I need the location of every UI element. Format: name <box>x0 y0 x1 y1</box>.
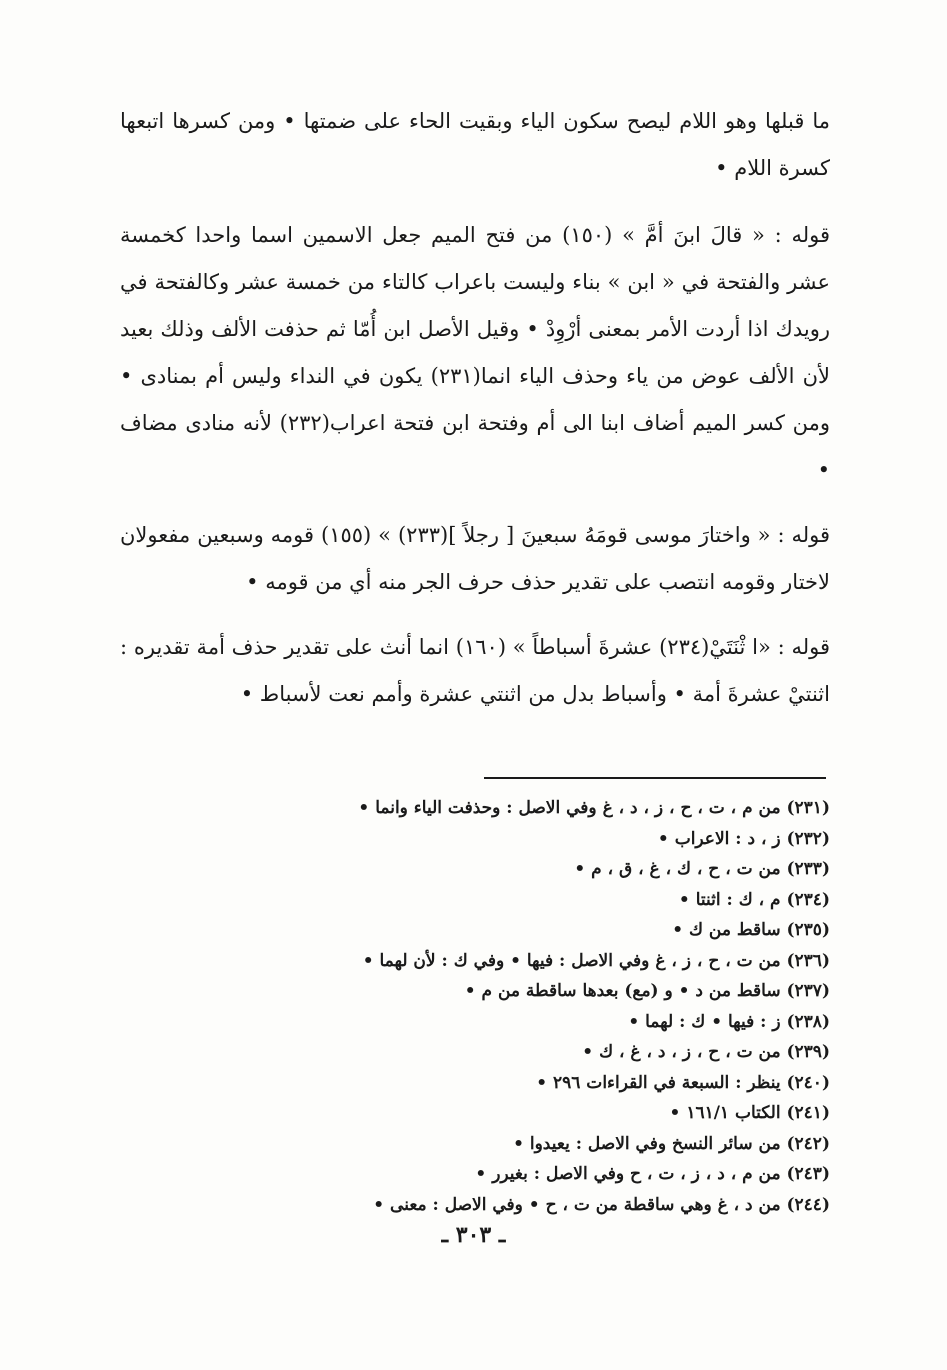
paragraph-4: قوله : «ا ثْنَتَيْ(٢٣٤) عشرةَ أسباطاً » (١٦٠) انما أنث على تقدير حذف أمة تقديره : اثنتيْ عشرةَ أمة • وأسباط بدل من اثنتي عشرة وأمم نعت لأسباط • <box>120 635 830 706</box>
footnote-241: (٢٤١) الكتاب ١٦١/١ • <box>669 1103 830 1123</box>
footnote-243: (٢٤٣) من م ، د ، ز ، ت ، ح وفي الاصل : بغيرر • <box>475 1164 830 1184</box>
footnote-238: (٢٣٨) ز : فيها • ك : لهما • <box>628 1011 830 1032</box>
main-text <box>120 98 830 736</box>
footnote-234: (٢٣٤) م ، ك : اثنتا • <box>678 889 830 910</box>
footnote-237: (٢٣٧) ساقط من د • و (مع) بعدها ساقطة من م • <box>464 981 830 1001</box>
footnote-244: (٢٤٤) من د ، غ وهي ساقطة من ت ، ح • وفي الاصل : معنى • <box>373 1194 830 1215</box>
footnote-235: (٢٣٥) ساقط من ك • <box>672 920 830 940</box>
footnote-232: (٢٣٢) ز ، د : الاعراب • <box>657 828 830 849</box>
page-number: ـ ٣٠٣ ـ <box>441 1222 506 1248</box>
footnote-233: (٢٣٣) من ت ، ح ، ك ، غ ، ق ، م • <box>574 859 830 879</box>
footnote-separator <box>484 777 826 779</box>
footnote-236: (٢٣٦) من ت ، ح ، ز ، غ وفي الاصل : فيها • وفي ك : لأن لهما • <box>362 950 830 971</box>
footnote-240: (٢٤٠) ينظر : السبعة في القراءات ٢٩٦ • <box>536 1072 830 1093</box>
paragraph-1: ما قبلها وهو اللام ليصح سكون الياء وبقيت الحاء على ضمتها • ومن كسرها اتبعها كسرة اللام • <box>120 109 830 180</box>
paragraph-2: قوله : « قالَ ابنَ أمَّ » (١٥٠) من فتح الميم جعل الاسمين اسما واحدا كخمسة عشر والفتحة في « ابن » بناء وليست باعراب كالتاء من خمسة عشر وكالفتحة في رويدك اذا أردت الأمر بمعنى أرْوِدْ • وقيل الأصل ابن أُمّا ثم حذفت الألف وذلك بعيد لأن الألف عوض من ياء وحذف الياء انما(٢٣١) يكون في النداء وليس أم بمنادى • ومن كسر الميم أضاف ابنا الى أم وفتحة ابن فتحة اعراب(٢٣٢) لأنه منادى مضاف • <box>120 223 831 482</box>
footnote-239: (٢٣٩) من ت ، ح ، ز ، د ، غ ، ك • <box>582 1042 830 1062</box>
footnote-242: (٢٤٢) من سائر النسخ وفي الاصل : يعيدوا • <box>513 1133 830 1154</box>
footnotes <box>150 793 830 1220</box>
footnote-231: (٢٣١) من م ، ت ، ح ، ز ، د ، غ وفي الاصل : وحذفت الياء وانما • <box>358 798 830 818</box>
paragraph-3: قوله : « واختارَ موسى قومَهُ سبعينَ [ رجلاً ](٢٣٣) » (١٥٥) قومه وسبعين مفعولان لاختار وقومه انتصب على تقدير حذف حرف الجر منه أي من قومه • <box>120 523 831 594</box>
